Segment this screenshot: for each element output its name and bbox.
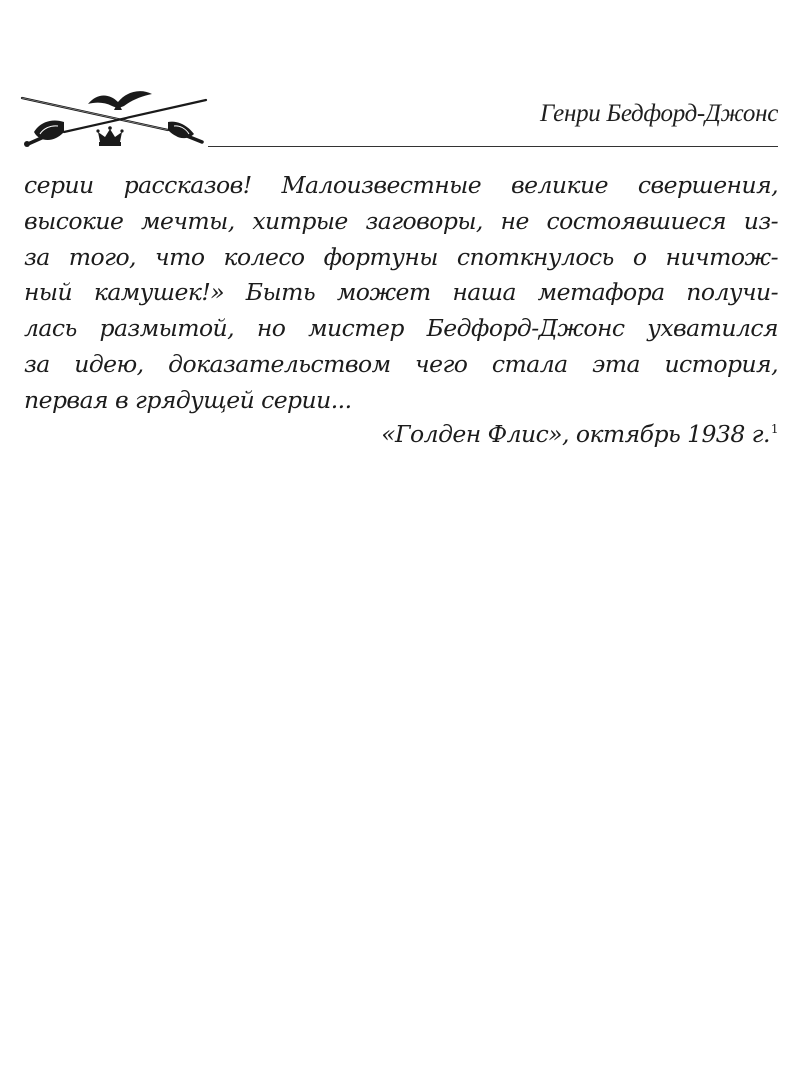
crown-icon [96, 126, 123, 146]
text-line: первая в грядущей серии... [24, 385, 352, 414]
crossed-swords-eagle-crown-icon [18, 82, 210, 154]
eagle-icon [88, 91, 152, 110]
text-line: лась размытой, но мистер Бедфорд-Джонс ухватился [24, 314, 778, 343]
text-line: серии рассказов! Малоизвестные великие свершения, [24, 171, 778, 199]
text-line: ный камушек!» Быть может наша метафора получи- [24, 278, 778, 307]
header-rule [208, 146, 778, 147]
body-paragraph [24, 168, 778, 419]
source-attribution [381, 416, 778, 452]
footnote-marker: 1 [770, 422, 778, 437]
text-line: высокие мечты, хитрые заговоры, не состоявшиеся из- [24, 206, 778, 235]
attribution-text: «Голден Флис», октябрь 1938 г. [381, 420, 770, 448]
running-header-author: Генри Бедфорд-Джонс [540, 100, 778, 127]
text-line: за идею, доказательством чего стала эта история, [24, 349, 778, 378]
text-line: за того, что колесо фортуны споткнулось о ничтож- [24, 242, 778, 271]
